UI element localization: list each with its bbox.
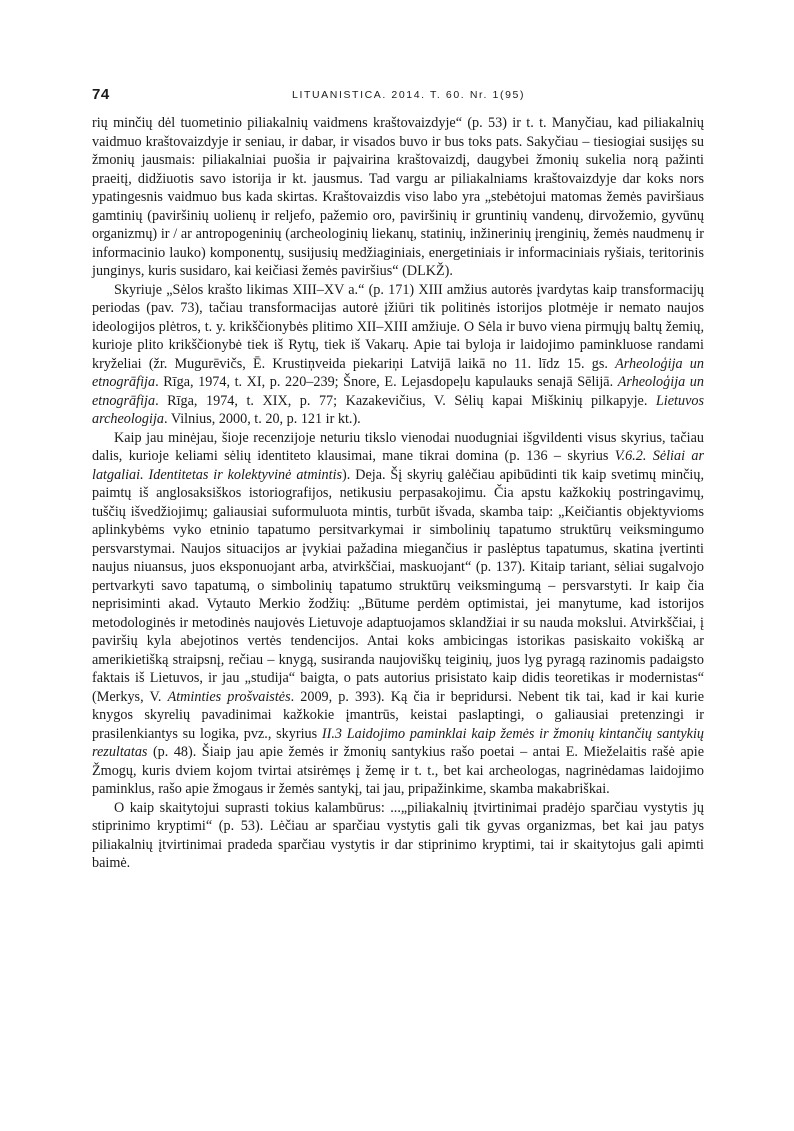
text-run: . Rīga, 1974, t. XIX, p. 77; Kazakevičius, V. Sėlių kapai Miškinių pilkapyje.: [155, 392, 656, 409]
text-run: . Rīga, 1974, t. XI, p. 220–239; Šnore, E. Lejasdopeļu kapulauks senajā Sēlijā.: [155, 374, 618, 390]
italic-text-run: II.3 Laidojimo paminklai kaip žemės ir žmonių kintančių santykių rezultatas: [92, 725, 704, 760]
text-run: (p. 48). Šiaip jau apie žemės ir žmonių santykius rašo poetai – antai E. Mieželaitis rašė apie Žmogų, kuris dviem kojom tvirtai atsirėmęs į žemę ir t. t., bet kai archeologas, nagrinėdamas laidojimo paminklus, rašo apie žmogaus ir žemės santykį, tai jau, pripažinkime, skamba makabriškai.: [92, 744, 704, 797]
italic-text-run: Arheoloģija un etnogrāfija: [92, 355, 704, 390]
page-header: [92, 86, 702, 106]
page-number: 74: [92, 86, 110, 103]
text-run: O kaip skaitytojui suprasti tokius kalambūrus: ...„piliakalnių įtvirtinimai pradėjo sparčiau vystytis jų stiprinimo kryptimi“ (p. 53). Lėčiau ar sparčiau vystytis gali tik gyvas organizmas, bet kai jau patys piliakalnių įtvirtinimai pradeda sparčiau vystytis ir dar stiprinimo kryptimi, tai ir skaitytojus gali apimti baimė.: [92, 799, 704, 871]
italic-text-run: Arheoloģija un etnogrāfija: [92, 374, 704, 409]
running-head: LITUANISTICA. 2014. T. 60. Nr. 1(95): [292, 89, 526, 101]
italic-text-run: Lietuvos archeologija: [92, 392, 704, 427]
text-run: Skyriuje „Sėlos krašto likimas XIII–XV a.“ (p. 171) XIII amžius autorės įvardytas kaip transformacijų periodas (pav. 73), tačiau transformacijas autorė įžiūri tik politinės istorijos plotmėje ir nemato naujos ideologijos plėtros, t. y. krikščionybės plitimo XII–XIII amžiuje. O Sėla ir buvo viena pirmųjų baltų žemių, kurioje plito krikščionybė tiek iš Rytų, tiek iš Vakarų. Apie tai byloja ir laidojimo paminkluose randami kryželiai (žr. Mugurēvičs, Ē. Krustiņveida piekariņi Latvijā laikā no 11. līdz 15. gs.: [92, 281, 704, 372]
italic-text-run: Atminties prošvaistės: [167, 688, 291, 705]
article-body: [92, 114, 704, 873]
text-run: Kaip jau minėjau, šioje recenzijoje neturiu tikslo vienodai nuodugniai išgvildenti visus skyrius, tačiau dalis, kurioje keliami sėlių identiteto klausimai, mane tikrai domina (p. 136 – skyrius: [92, 429, 704, 464]
text-run: ). Deja. Šį skyrių galėčiau apibūdinti tik kaip svetimų minčių, paimtų iš anglosaksiškos istoriografijos, netikusiu perpasakojimu. Čia apstu kažkokių postringavimų, tuščių išvedžiojimų; galiausiai suformuluota mintis, turbūt išvada, skamba taip: „Keičiantis objektyvioms aplinkybėms vyko etninio tapatumo persitvarkymai ir simbolinių tapatumo struktūrų veiksmingumo persvarstymai. Naujos situacijos ar įvykiai pažadina miegančius ir paslėptus tapatumus, skatina įvertinti naujus niuansus, juos eksponuojant arba, atvirkščiai, maskuojant“ (p. 137). Kitaip tariant, sėliai sugalvojo pertvarkyti savo tapatumą, o simbolinių tapatumo struktūrų veiksmingumą – persvarstyti. Ir kaip čia neprisiminti akad. Vytauto Merkio žodžių: „Būtume perdėm optimistai, jei manytume, kad istorijos metodologinės ir metodinės naujovės Lietuvoje adaptuojamos sklandžiai ir su nauda mokslui. Atvirkščiai, į paviršių kyla abejotinos vertės tendencijos. Antai koks ambicingas istorikas pasiskaito vokišką ar amerikietišką straipsnį, rečiau – knygą, susiranda naujoviškų teiginių, juos lyg pyragą razinomis padaigsto faktais iš Lietuvos, ir jau „studija“ baigta, o pats autorius prisistato kaip didis teoretikas ir modernistas“ (Merkys, V.: [92, 466, 704, 705]
paragraph-p3: [92, 429, 704, 799]
paragraph-p4: [92, 799, 704, 873]
italic-text-run: V.6.2. Sėliai ar latgaliai. Identitetas ir kolektyvinė atmintis: [92, 448, 704, 483]
text-run: rių minčių dėl tuometinio piliakalnių vaidmens kraštovaizdyje“ (p. 53) ir t. t. Manyčiau, kad piliakalnių vaidmuo kraštovaizdyje ir seniau, ir dabar, ir visados buvo ir bus toks pats. Sakyčiau – tiesiogiai susijęs su žmonių jausmais: piliakalniai puošia ir paįvairina kraštovaizdį, daugybei žmonių sukelia norą pažinti praeitį, didžiuotis savo istorija ir kt. jausmus. Tad vargu ar piliakalniams kraštovaizdyje dar koks nors ypatingesnis vaidmuo bus kada skirtas. Kraštovaizdis viso labo yra „stebėtojui matomas žemės paviršiaus gamtinių (paviršinių uolienų ir reljefo, pažemio oro, paviršinių ir gruntinių vandenų, dirvožemio, gyvūnų organizmų) ir / ar antropogeninių (archeologinių liekanų, statinių, inžinerinių įrenginių, žemės naudmenų ir informacinio lauko) komponentų, susijusių medžiaginiais, energetiniais ir informaciniais ryšiais, teritorinis junginys, kuris susidaro, kai keičiasi žemės paviršius“ (DLKŽ).: [92, 115, 704, 279]
paragraph-p1: [92, 114, 704, 281]
text-run: . 2009, p. 393). Ką čia ir bepridursi. Nebent tik tai, kad ir kai kurie knygos skyrelių pavadinimai kažkokie įmantrūs, keistai paslaptingi, o galiausiai pretenzingi ir prasilenkiantys su logika, pvz., skyrius: [92, 688, 704, 742]
paragraph-p2: [92, 281, 704, 429]
text-run: . Vilnius, 2000, t. 20, p. 121 ir kt.).: [163, 411, 361, 427]
